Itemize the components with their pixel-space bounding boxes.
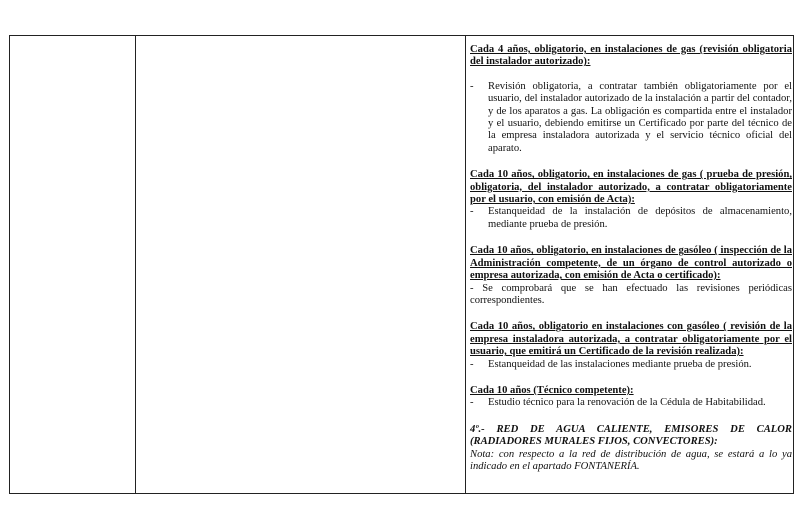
maintenance-table xyxy=(9,35,794,494)
section-4-title: 4º.- RED DE AGUA CALIENTE, EMISORES DE CALOR (RADIADORES MURALES FIJOS, CONVECTORES): xyxy=(470,423,792,448)
dash-bullet: - xyxy=(470,80,474,92)
list-item xyxy=(470,81,792,155)
dash-bullet: - xyxy=(470,358,474,370)
list-item xyxy=(470,359,792,371)
section-4-note: Nota: con respecto a la red de distribución de agua, se estará a lo ya indicado en el apartado FONTANERÍA. xyxy=(470,448,792,472)
list-item-text: - Se comprobará que se han efectuado las revisiones periódicas correspondientes. xyxy=(470,282,792,306)
section-heading-tecnico: Cada 10 años (Técnico competente): xyxy=(470,384,634,396)
list-item-text: Estudio técnico para la renovación de la Cédula de Habitabilidad. xyxy=(488,397,766,409)
section-heading-gas-10y: Cada 10 años, obligatorio, en instalaciones de gas ( prueba de presión, obligatoria, del instalador autorizado, a contratar obligatoriamente por el usuario, con emisión de Acta): xyxy=(470,169,792,206)
section-heading-gasoleo-inspection: Cada 10 años, obligatorio, en instalaciones de gasóleo ( inspección de la Administración competente, de un órgano de control autorizado o empresa autorizada, con emisión de Acta o certificado): xyxy=(470,245,792,282)
list-item xyxy=(470,206,792,231)
dash-bullet: - xyxy=(470,397,474,409)
dash-bullet: - xyxy=(470,206,474,218)
list-item xyxy=(470,397,792,409)
column-divider-2 xyxy=(465,36,466,493)
list-item-text: Estanqueidad de las instalaciones mediante prueba de presión. xyxy=(488,358,752,370)
section-heading-gasoleo-revision: Cada 10 años, obligatorio en instalaciones con gasóleo ( revisión de la empresa instaladora autorizada, a contratar obligatoriamente por el usuario, que emitirá un Certificado de la revisión realizada): xyxy=(470,321,792,358)
description-column xyxy=(470,44,792,473)
list-item-text: Estanqueidad de la instalación de depósitos de almacenamiento, mediante prueba de presión. xyxy=(488,206,792,230)
column-divider-1 xyxy=(135,36,136,493)
list-item-text: Revisión obligatoria, a contratar también obligatoriamente por el usuario, del instalador autorizado de la instalación a partir del contador, y de los aparatos a gas. La obligación es compartida entre el instalador y el usuario, debiendo emitirse un Certificado por parte del técnico de la empresa instaladora autorizada y el servicio técnico oficial del aparato. xyxy=(488,80,792,154)
section-heading-gas-4y: Cada 4 años, obligatorio, en instalaciones de gas (revisión obligatoria del instalador autorizado): xyxy=(470,44,792,68)
